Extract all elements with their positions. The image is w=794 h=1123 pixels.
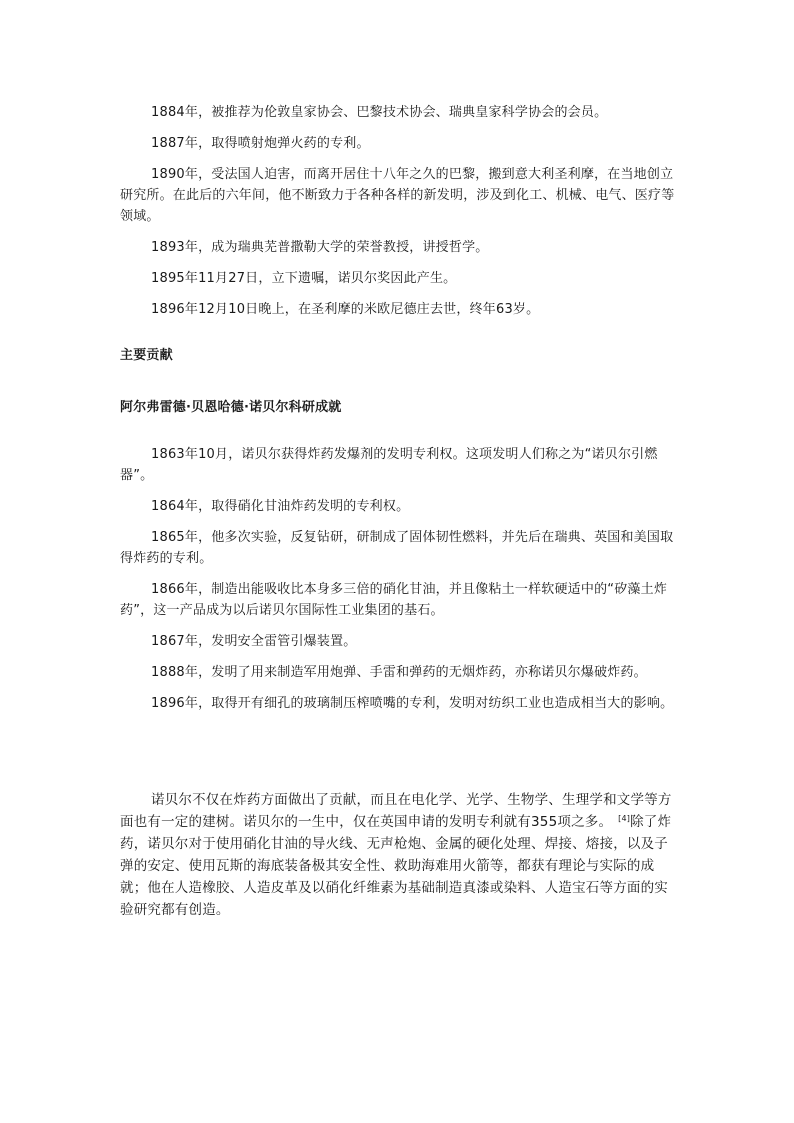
timeline-entry-1895: 1895年11月27日，立下遗嘱，诺贝尔奖因此产生。	[151, 271, 457, 286]
achievement-1866: 1866年，制造出能吸收比本身多三倍的硝化甘油，并且像粘土一样软硬适中的“矽藻土炸药”，这一产品成为以后诺贝尔国际性工业集团的基石。	[120, 582, 668, 618]
sub-heading: 阿尔弗雷德·贝恩哈德·诺贝尔科研成就	[120, 400, 342, 415]
achievement-1888: 1888年，发明了用来制造军用炮弹、手雷和弹药的无烟炸药，亦称诺贝尔爆破炸药。	[151, 665, 647, 680]
achievement-1867: 1867年，发明安全雷管引爆装置。	[151, 634, 357, 649]
timeline-entry-1884: 1884年，被推荐为伦敦皇家协会、巴黎技术协会、瑞典皇家科学协会的会员。	[151, 105, 608, 120]
achievements-list	[120, 444, 680, 724]
timeline-top	[120, 102, 680, 320]
section-heading-wrap	[120, 345, 680, 366]
summary-text-main: 诺贝尔不仅在炸药方面做出了贡献，而且在电化学、光学、生物学、生理学和文学等方面也有一定的建树。诺贝尔的一生中，仅在英国申请的发明专利就有355项之多。	[120, 792, 672, 830]
achievement-1864: 1864年，取得硝化甘油炸药发明的专利权。	[151, 499, 410, 514]
summary-paragraph	[120, 789, 680, 921]
summary-text-continued: 除了炸药，诺贝尔对于使用硝化甘油的导火线、无声枪炮、金属的硬化处理、焊接、熔接，以及子弹的安定、使用瓦斯的海底装备极其安全性、救助海难用火箭等，都获有理论与实际的成就；他在人造橡胶、人造皮革及以硝化纤维素为基础制造真漆或染料、人造宝石等方面的实验研究都有创造。	[120, 814, 672, 918]
summary-block	[120, 789, 680, 921]
timeline-entry-1893: 1893年，成为瑞典芜普撒勒大学的荣誉教授，讲授哲学。	[151, 240, 489, 255]
timeline-entry-1896: 1896年12月10日晚上，在圣利摩的米欧尼德庄去世，终年63岁。	[151, 302, 540, 317]
achievement-1863: 1863年10月，诺贝尔获得炸药发爆剂的发明专利权。这项发明人们称之为“诺贝尔引燃器”。	[120, 447, 658, 483]
achievement-1865: 1865年，他多次实验，反复钻研，研制成了固体韧性燃料，并先后在瑞典、英国和美国取得炸药的专利。	[120, 530, 674, 566]
citation-marker[interactable]: [4]	[618, 813, 631, 823]
achievement-1896: 1896年，取得开有细孔的玻璃制压榨喷嘴的专利，发明对纺织工业也造成相当大的影响。	[151, 696, 674, 711]
timeline-entry-1890: 1890年，受法国人迫害，而离开居住十八年之久的巴黎，搬到意大利圣利摩，在当地创立研究所。在此后的六年间，他不断致力于各种各样的新发明，涉及到化工、机械、电气、医疗等领域。	[120, 167, 675, 224]
timeline-entry-1887: 1887年，取得喷射炮弹火药的专利。	[151, 136, 370, 151]
sub-heading-wrap	[120, 397, 680, 418]
section-heading: 主要贡献	[120, 348, 173, 363]
